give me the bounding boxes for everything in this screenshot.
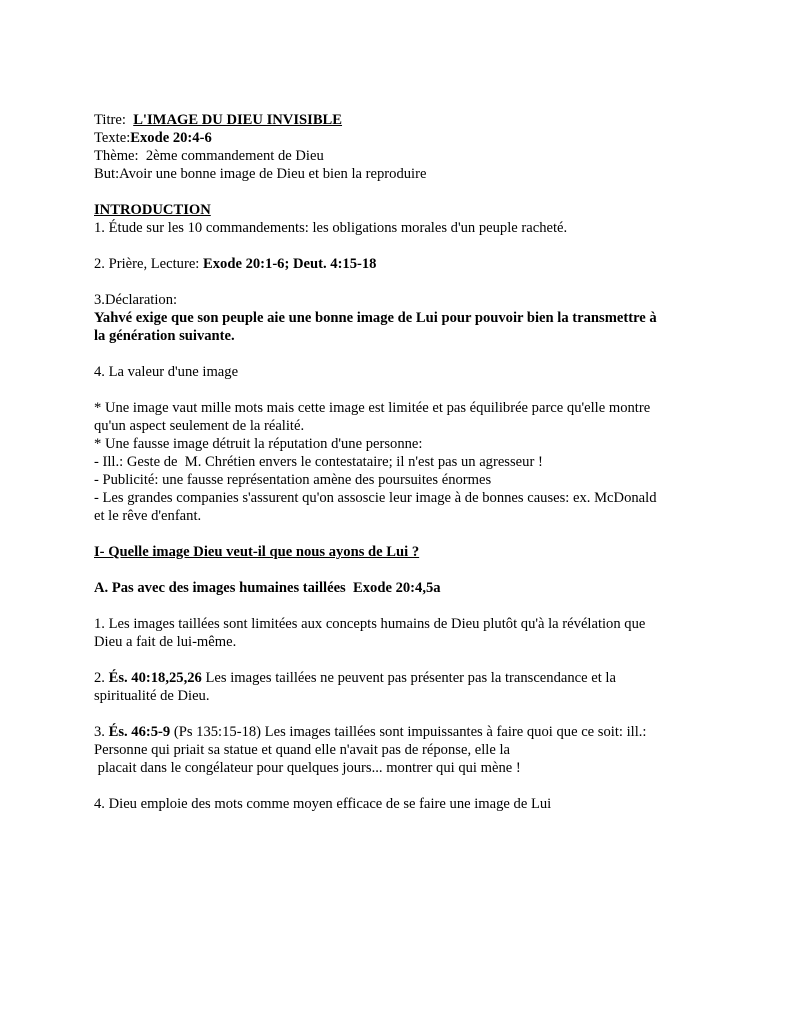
text-line (94, 129, 714, 147)
dash-item-3-line-2: et le rêve d'enfant. (94, 508, 202, 524)
intro-point-3-label: 3.Déclaration: (94, 292, 178, 308)
section-1-heading: I- Quelle image Dieu veut-il que nous ayons de Lui ? (94, 544, 420, 560)
item-2-line-2: spiritualité de Dieu. (94, 688, 210, 704)
item-3-line-2: Personne qui priait sa statue et quand elle n'avait pas de réponse, elle la (94, 742, 510, 758)
item-2-text: Les images taillées ne peuvent pas présenter pas la transcendance et la (201, 670, 616, 686)
dash-item-3-line-1: - Les grandes companies s'assurent qu'on assoscie leur image à de bonnes causes: ex. McDonald (94, 490, 657, 506)
title-line (94, 111, 714, 129)
spacer (94, 183, 714, 201)
text-value: Exode 20:4-6 (130, 130, 212, 146)
spacer (94, 651, 714, 669)
theme-line: Thème: 2ème commandement de Dieu (94, 148, 324, 164)
spacer (94, 237, 714, 255)
title-label: Titre: (94, 112, 134, 128)
dash-item-2: - Publicité: une fausse représentation amène des poursuites énormes (94, 472, 492, 488)
item-1-line-1: 1. Les images taillées sont limitées aux concepts humains de Dieu plutôt qu'à la révélation que (94, 616, 646, 632)
spacer (94, 705, 714, 723)
intro-point-4: 4. La valeur d'une image (94, 364, 239, 380)
item-3-text: (Ps 135:15-18) Les images taillées sont impuissantes à faire quoi que ce soit: ill.: (170, 724, 647, 740)
dash-item-1: - Ill.: Geste de M. Chrétien envers le contestataire; il n'est pas un agresseur ! (94, 454, 543, 470)
item-3-line-1 (94, 723, 714, 741)
item-1-line-2: Dieu a fait de lui-même. (94, 634, 237, 650)
bullet-1-line-2: qu'un aspect seulement de la réalité. (94, 418, 305, 434)
spacer (94, 345, 714, 363)
goal-line: But:Avoir une bonne image de Dieu et bien la reproduire (94, 166, 427, 182)
document-page (94, 111, 714, 813)
bullet-2: * Une fausse image détruit la réputation d'une personne: (94, 436, 423, 452)
spacer (94, 597, 714, 615)
spacer (94, 525, 714, 543)
item-2-reference: És. 40:18,25,26 (108, 670, 202, 686)
item-3-line-3: placait dans le congélateur pour quelques jours... montrer qui qui mène ! (94, 760, 521, 776)
item-2-number: 2. (94, 670, 109, 686)
item-3-reference: És. 46:5-9 (108, 724, 171, 740)
introduction-heading: INTRODUCTION (94, 202, 211, 218)
declaration-line-2: la génération suivante. (94, 328, 235, 344)
intro-point-2 (94, 255, 714, 273)
spacer (94, 561, 714, 579)
title-value: L'IMAGE DU DIEU INVISIBLE (133, 112, 343, 128)
intro-point-1: 1. Étude sur les 10 commandements: les obligations morales d'un peuple racheté. (94, 220, 568, 236)
intro-point-2-label: 2. Prière, Lecture: (94, 256, 203, 272)
item-3-number: 3. (94, 724, 109, 740)
bullet-1-line-1: * Une image vaut mille mots mais cette image est limitée et pas équilibrée parce qu'elle montre (94, 400, 651, 416)
spacer (94, 273, 714, 291)
item-2-line-1 (94, 669, 714, 687)
item-4: 4. Dieu emploie des mots comme moyen efficace de se faire une image de Lui (94, 796, 552, 812)
intro-point-2-reference: Exode 20:1-6; Deut. 4:15-18 (203, 256, 377, 272)
text-label: Texte: (94, 130, 131, 146)
spacer (94, 381, 714, 399)
declaration-line-1: Yahvé exige que son peuple aie une bonne image de Lui pour pouvoir bien la transmettre à (94, 310, 657, 326)
spacer (94, 777, 714, 795)
subsection-a-heading: A. Pas avec des images humaines taillées Exode 20:4,5a (94, 580, 441, 596)
